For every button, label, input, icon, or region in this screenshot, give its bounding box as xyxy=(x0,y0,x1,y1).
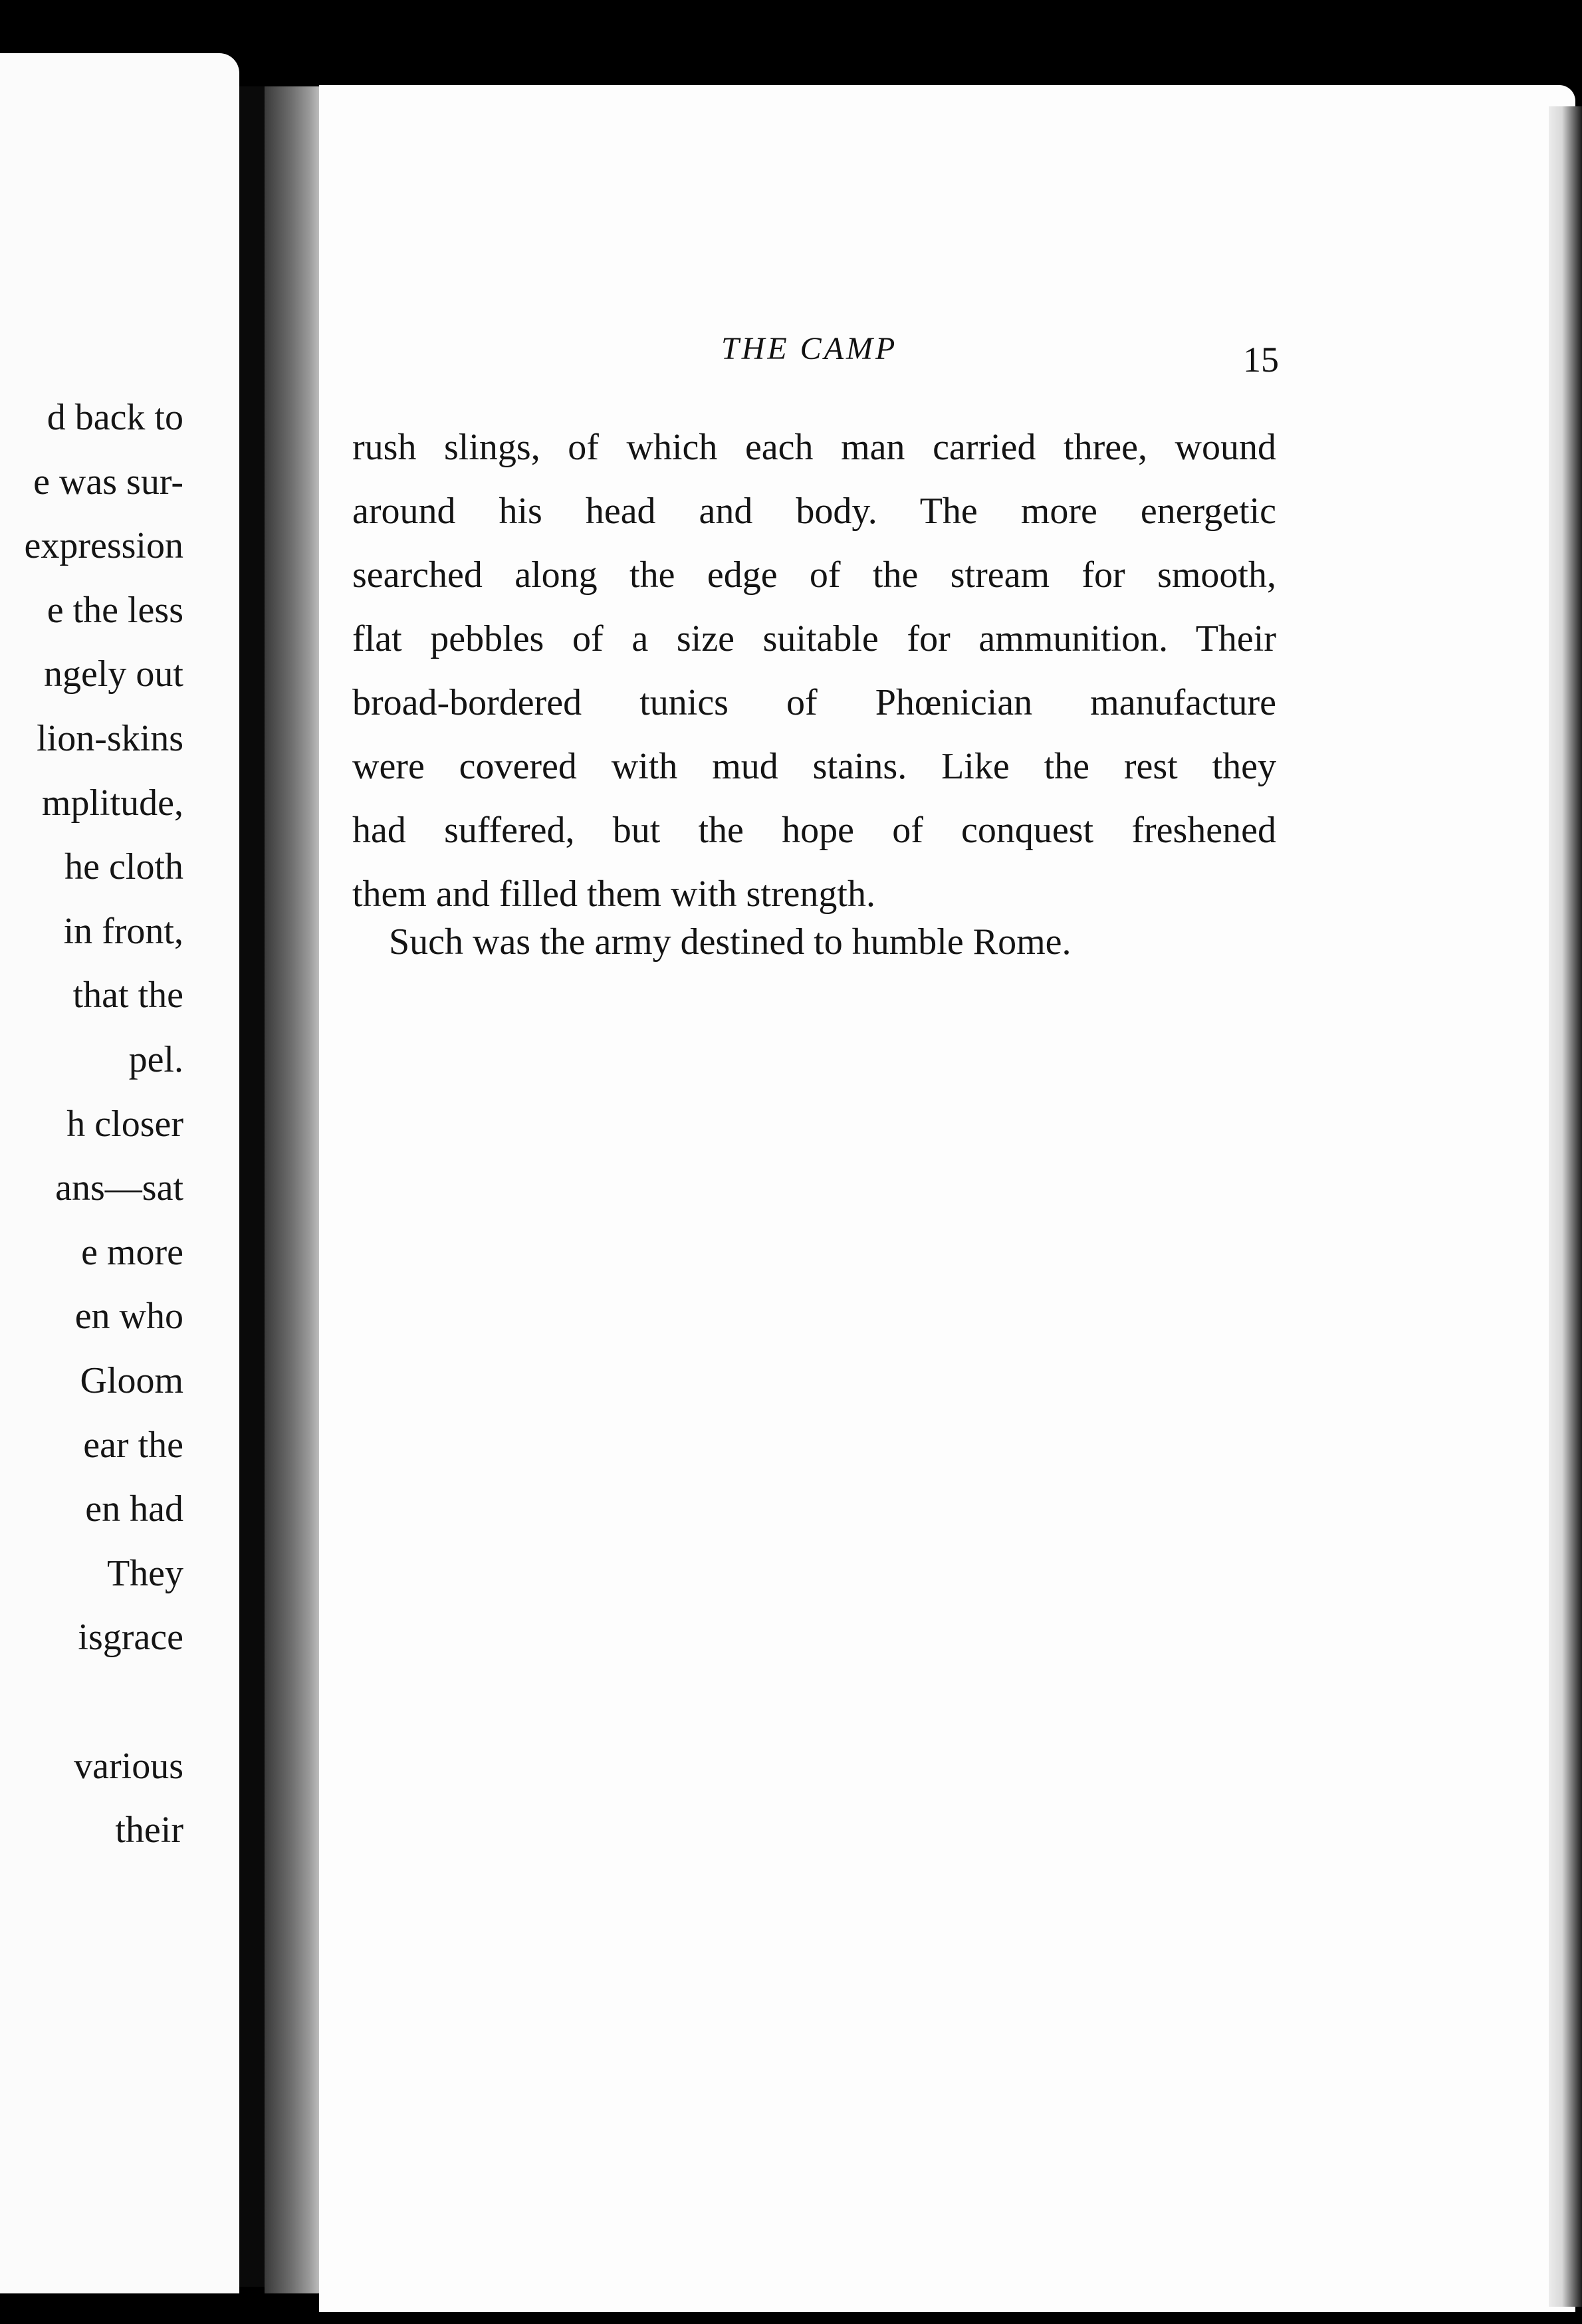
left-page-text-fragment: Gloom xyxy=(80,1360,183,1401)
left-page-text-fragment: mplitude, xyxy=(41,782,183,824)
body-paragraph xyxy=(352,415,1276,926)
text-line: flat pebbles of a size suitable for ammunition. Their xyxy=(352,618,1276,659)
book-gutter xyxy=(239,86,266,2287)
left-page-text-fragment: expression xyxy=(24,525,183,567)
running-head: THE CAMP xyxy=(721,331,898,366)
left-page-text-fragment: pel. xyxy=(128,1039,183,1080)
left-page-text-fragment: d back to xyxy=(47,397,183,438)
left-page-text-fragment: e more xyxy=(81,1231,183,1273)
text-line: were covered with mud stains. Like the rest they xyxy=(352,746,1276,787)
left-page-text-fragment: that the xyxy=(72,975,183,1016)
text-line: broad-bordered tunics of Phœnician manufacture xyxy=(352,682,1276,723)
left-page-text-fragment: in front, xyxy=(63,910,183,952)
text-line: had suffered, but the hope of conquest freshened xyxy=(352,810,1276,851)
left-page-text-fragment: en had xyxy=(85,1488,183,1530)
text-line: them and filled them with strength. xyxy=(352,873,875,915)
text-line: searched along the edge of the stream for smooth, xyxy=(352,554,1276,596)
left-page-text-fragment: They xyxy=(106,1552,183,1594)
left-page-text-fragment: ear the xyxy=(83,1424,183,1466)
page-number: 15 xyxy=(1243,340,1279,380)
left-page-text-fragment: e was sur- xyxy=(33,461,183,503)
text-line: rush slings, of which each man carried three, wound xyxy=(352,427,1276,468)
left-page-text-fragment: various xyxy=(74,1745,183,1787)
left-page-text-fragment: ans—sat xyxy=(55,1167,183,1209)
page-curl-shadow xyxy=(265,86,324,2293)
left-page-text-fragment: en who xyxy=(74,1296,183,1337)
left-page-text-fragment: isgrace xyxy=(78,1617,183,1659)
right-page-edge xyxy=(1549,106,1582,2307)
closing-paragraph: Such was the army destined to humble Rome. xyxy=(389,921,1072,963)
left-page-text-fragment: he cloth xyxy=(64,846,183,888)
left-page-text-fragment: ngely out xyxy=(44,653,183,695)
left-facing-page xyxy=(0,53,239,2293)
left-page-text-fragment: e the less xyxy=(47,589,183,631)
left-page-text-fragment: their xyxy=(115,1809,183,1851)
text-line: around his head and body. The more energetic xyxy=(352,491,1276,532)
left-page-text-fragment: h closer xyxy=(66,1103,183,1145)
left-page-text-fragment: lion-skins xyxy=(37,718,183,759)
